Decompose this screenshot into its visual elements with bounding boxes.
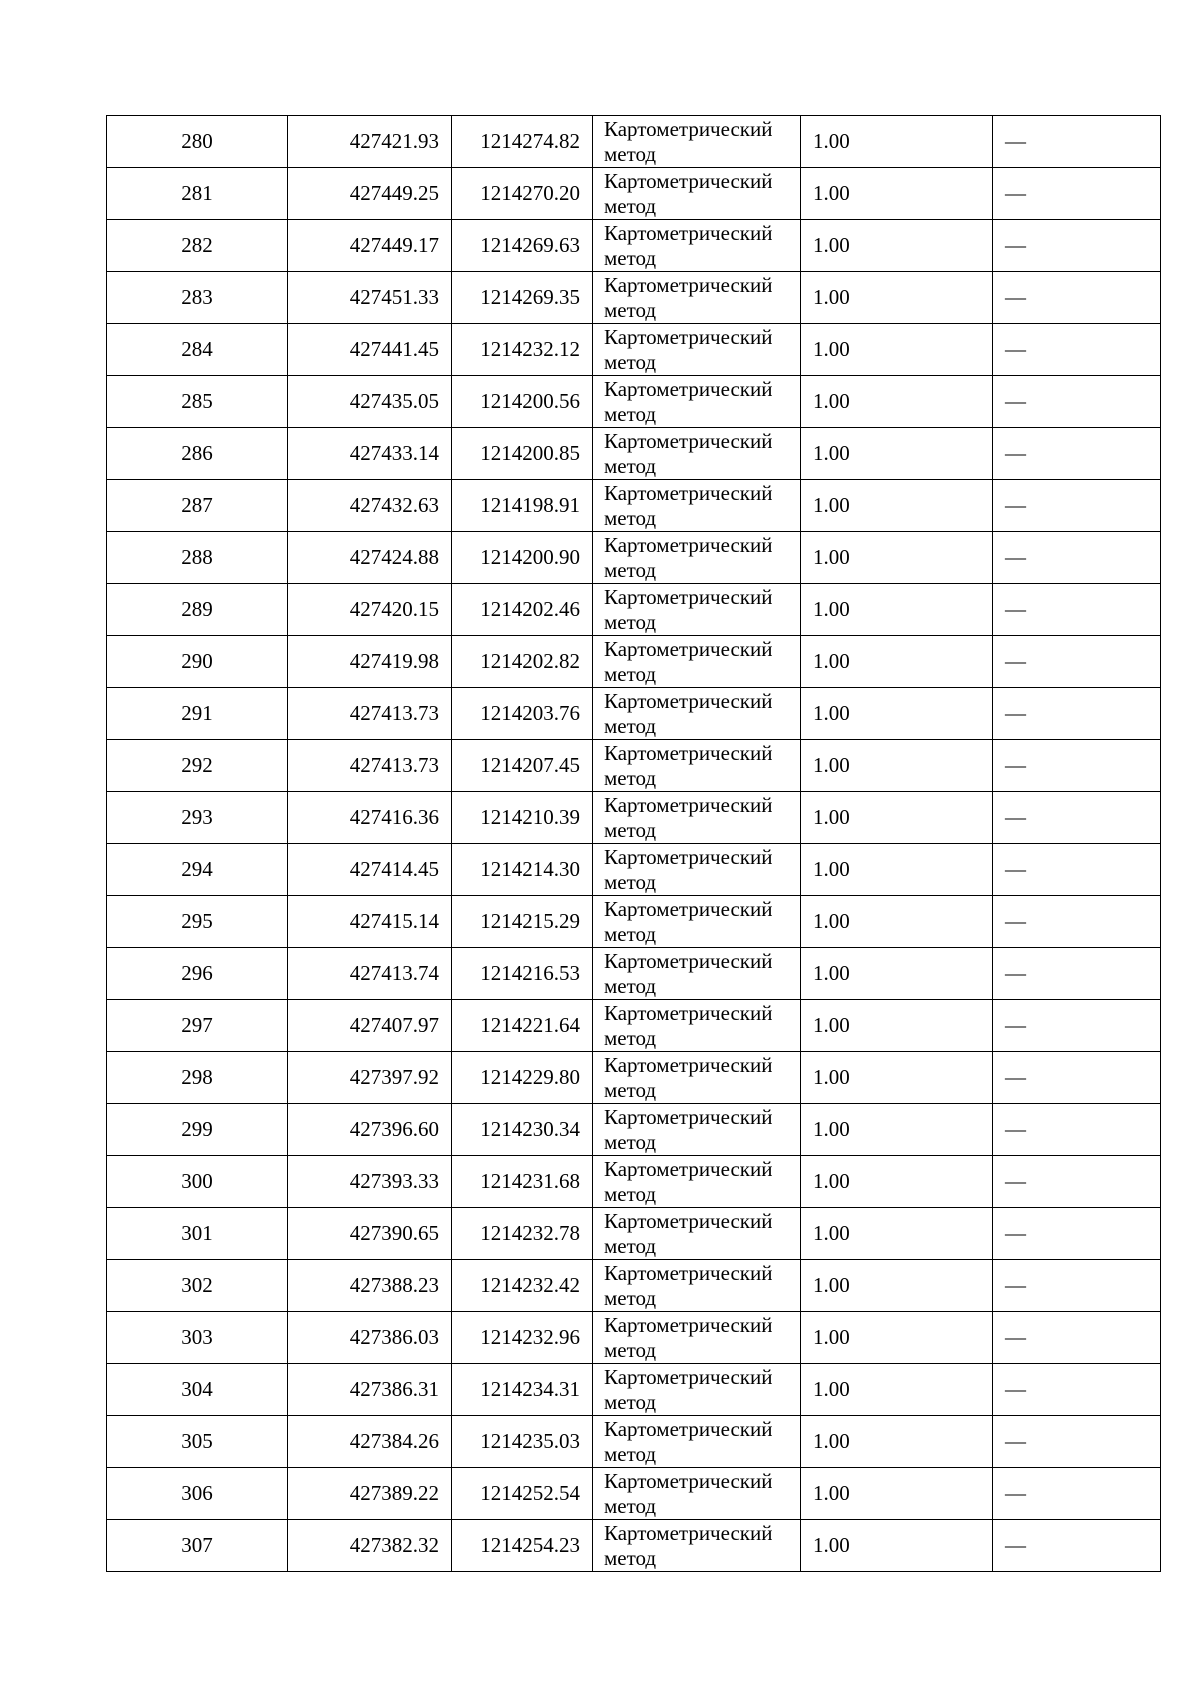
method-cell bbox=[593, 1260, 801, 1312]
description-cell: — bbox=[993, 532, 1161, 584]
accuracy-cell: 1.00 bbox=[801, 1416, 993, 1468]
table-row bbox=[107, 480, 1161, 532]
x-coordinate-cell: 427386.03 bbox=[288, 1312, 452, 1364]
description-cell: — bbox=[993, 636, 1161, 688]
x-coordinate-cell: 427389.22 bbox=[288, 1468, 452, 1520]
method-cell bbox=[593, 1156, 801, 1208]
y-coordinate-cell: 1214234.31 bbox=[452, 1364, 593, 1416]
x-coordinate-cell: 427388.23 bbox=[288, 1260, 452, 1312]
y-coordinate-cell: 1214216.53 bbox=[452, 948, 593, 1000]
description-cell: — bbox=[993, 272, 1161, 324]
method-text-line: Картометрический bbox=[604, 1104, 773, 1129]
point-number-cell: 281 bbox=[107, 168, 288, 220]
description-cell: — bbox=[993, 1156, 1161, 1208]
table-row bbox=[107, 844, 1161, 896]
accuracy-cell: 1.00 bbox=[801, 1208, 993, 1260]
method-text-line: метод bbox=[604, 1285, 657, 1310]
accuracy-cell: 1.00 bbox=[801, 116, 993, 168]
point-number-cell: 287 bbox=[107, 480, 288, 532]
table-row bbox=[107, 1104, 1161, 1156]
y-coordinate-cell: 1214274.82 bbox=[452, 116, 593, 168]
accuracy-cell: 1.00 bbox=[801, 792, 993, 844]
description-cell: — bbox=[993, 116, 1161, 168]
method-text-line: Картометрический bbox=[604, 1208, 773, 1233]
table-row bbox=[107, 1000, 1161, 1052]
method-text-line: метод bbox=[604, 557, 657, 582]
description-cell: — bbox=[993, 844, 1161, 896]
method-text-line: метод bbox=[604, 765, 657, 790]
y-coordinate-cell: 1214200.56 bbox=[452, 376, 593, 428]
description-cell: — bbox=[993, 324, 1161, 376]
table-row bbox=[107, 1156, 1161, 1208]
point-number-cell: 300 bbox=[107, 1156, 288, 1208]
method-text-line: Картометрический bbox=[604, 948, 773, 973]
table-row bbox=[107, 1416, 1161, 1468]
x-coordinate-cell: 427413.73 bbox=[288, 688, 452, 740]
point-number-cell: 297 bbox=[107, 1000, 288, 1052]
accuracy-cell: 1.00 bbox=[801, 1468, 993, 1520]
method-text-line: Картометрический bbox=[604, 844, 773, 869]
point-number-cell: 303 bbox=[107, 1312, 288, 1364]
method-text-line: Картометрический bbox=[604, 376, 773, 401]
method-text-line: Картометрический bbox=[604, 740, 773, 765]
method-text-line: метод bbox=[604, 1493, 657, 1518]
y-coordinate-cell: 1214200.85 bbox=[452, 428, 593, 480]
x-coordinate-cell: 427413.73 bbox=[288, 740, 452, 792]
coordinates-table-body bbox=[107, 116, 1161, 1572]
description-cell: — bbox=[993, 1052, 1161, 1104]
method-text-line: метод bbox=[604, 453, 657, 478]
method-cell bbox=[593, 584, 801, 636]
accuracy-cell: 1.00 bbox=[801, 480, 993, 532]
method-cell bbox=[593, 1208, 801, 1260]
table-row bbox=[107, 532, 1161, 584]
x-coordinate-cell: 427390.65 bbox=[288, 1208, 452, 1260]
method-cell bbox=[593, 1104, 801, 1156]
method-text-line: метод bbox=[604, 245, 657, 270]
point-number-cell: 302 bbox=[107, 1260, 288, 1312]
table-row bbox=[107, 1052, 1161, 1104]
table-row bbox=[107, 1208, 1161, 1260]
description-cell: — bbox=[993, 948, 1161, 1000]
point-number-cell: 293 bbox=[107, 792, 288, 844]
description-cell: — bbox=[993, 1260, 1161, 1312]
method-text-line: метод bbox=[604, 1025, 657, 1050]
x-coordinate-cell: 427414.45 bbox=[288, 844, 452, 896]
y-coordinate-cell: 1214232.42 bbox=[452, 1260, 593, 1312]
x-coordinate-cell: 427416.36 bbox=[288, 792, 452, 844]
x-coordinate-cell: 427420.15 bbox=[288, 584, 452, 636]
description-cell: — bbox=[993, 1000, 1161, 1052]
point-number-cell: 285 bbox=[107, 376, 288, 428]
point-number-cell: 292 bbox=[107, 740, 288, 792]
table-row bbox=[107, 376, 1161, 428]
method-text-line: Картометрический bbox=[604, 220, 773, 245]
table-row bbox=[107, 740, 1161, 792]
x-coordinate-cell: 427424.88 bbox=[288, 532, 452, 584]
method-text-line: Картометрический bbox=[604, 688, 773, 713]
accuracy-cell: 1.00 bbox=[801, 1156, 993, 1208]
accuracy-cell: 1.00 bbox=[801, 584, 993, 636]
x-coordinate-cell: 427407.97 bbox=[288, 1000, 452, 1052]
table-row bbox=[107, 428, 1161, 480]
method-text-line: Картометрический bbox=[604, 324, 773, 349]
y-coordinate-cell: 1214270.20 bbox=[452, 168, 593, 220]
point-number-cell: 306 bbox=[107, 1468, 288, 1520]
y-coordinate-cell: 1214229.80 bbox=[452, 1052, 593, 1104]
method-text-line: метод bbox=[604, 1337, 657, 1362]
point-number-cell: 280 bbox=[107, 116, 288, 168]
method-text-line: метод bbox=[604, 401, 657, 426]
x-coordinate-cell: 427386.31 bbox=[288, 1364, 452, 1416]
y-coordinate-cell: 1214221.64 bbox=[452, 1000, 593, 1052]
x-coordinate-cell: 427384.26 bbox=[288, 1416, 452, 1468]
table-row bbox=[107, 1520, 1161, 1572]
y-coordinate-cell: 1214252.54 bbox=[452, 1468, 593, 1520]
point-number-cell: 305 bbox=[107, 1416, 288, 1468]
method-text-line: Картометрический bbox=[604, 532, 773, 557]
point-number-cell: 291 bbox=[107, 688, 288, 740]
description-cell: — bbox=[993, 688, 1161, 740]
method-cell bbox=[593, 1416, 801, 1468]
description-cell: — bbox=[993, 1312, 1161, 1364]
table-row bbox=[107, 636, 1161, 688]
accuracy-cell: 1.00 bbox=[801, 1000, 993, 1052]
accuracy-cell: 1.00 bbox=[801, 1520, 993, 1572]
method-text-line: метод bbox=[604, 869, 657, 894]
x-coordinate-cell: 427451.33 bbox=[288, 272, 452, 324]
description-cell: — bbox=[993, 1364, 1161, 1416]
description-cell: — bbox=[993, 376, 1161, 428]
table-row bbox=[107, 168, 1161, 220]
accuracy-cell: 1.00 bbox=[801, 428, 993, 480]
accuracy-cell: 1.00 bbox=[801, 272, 993, 324]
method-cell bbox=[593, 896, 801, 948]
y-coordinate-cell: 1214235.03 bbox=[452, 1416, 593, 1468]
method-text-line: метод bbox=[604, 349, 657, 374]
method-text-line: Картометрический bbox=[604, 636, 773, 661]
accuracy-cell: 1.00 bbox=[801, 740, 993, 792]
accuracy-cell: 1.00 bbox=[801, 1052, 993, 1104]
x-coordinate-cell: 427397.92 bbox=[288, 1052, 452, 1104]
table-row bbox=[107, 688, 1161, 740]
method-cell bbox=[593, 168, 801, 220]
method-text-line: метод bbox=[604, 921, 657, 946]
x-coordinate-cell: 427435.05 bbox=[288, 376, 452, 428]
method-text-line: Картометрический bbox=[604, 116, 773, 141]
method-text-line: метод bbox=[604, 661, 657, 686]
method-cell bbox=[593, 220, 801, 272]
x-coordinate-cell: 427396.60 bbox=[288, 1104, 452, 1156]
table-row bbox=[107, 896, 1161, 948]
x-coordinate-cell: 427415.14 bbox=[288, 896, 452, 948]
x-coordinate-cell: 427413.74 bbox=[288, 948, 452, 1000]
method-text-line: Картометрический bbox=[604, 792, 773, 817]
method-text-line: метод bbox=[604, 817, 657, 842]
method-cell bbox=[593, 480, 801, 532]
y-coordinate-cell: 1214202.82 bbox=[452, 636, 593, 688]
point-number-cell: 288 bbox=[107, 532, 288, 584]
method-text-line: метод bbox=[604, 1441, 657, 1466]
accuracy-cell: 1.00 bbox=[801, 896, 993, 948]
description-cell: — bbox=[993, 480, 1161, 532]
accuracy-cell: 1.00 bbox=[801, 1364, 993, 1416]
y-coordinate-cell: 1214210.39 bbox=[452, 792, 593, 844]
method-text-line: метод bbox=[604, 193, 657, 218]
table-row bbox=[107, 948, 1161, 1000]
y-coordinate-cell: 1214269.35 bbox=[452, 272, 593, 324]
x-coordinate-cell: 427449.17 bbox=[288, 220, 452, 272]
description-cell: — bbox=[993, 584, 1161, 636]
table-row bbox=[107, 1312, 1161, 1364]
description-cell: — bbox=[993, 792, 1161, 844]
method-text-line: Картометрический bbox=[604, 1156, 773, 1181]
y-coordinate-cell: 1214214.30 bbox=[452, 844, 593, 896]
point-number-cell: 295 bbox=[107, 896, 288, 948]
table-row bbox=[107, 1364, 1161, 1416]
y-coordinate-cell: 1214231.68 bbox=[452, 1156, 593, 1208]
point-number-cell: 296 bbox=[107, 948, 288, 1000]
description-cell: — bbox=[993, 1416, 1161, 1468]
point-number-cell: 286 bbox=[107, 428, 288, 480]
method-text-line: Картометрический bbox=[604, 1520, 773, 1545]
method-text-line: Картометрический bbox=[604, 1416, 773, 1441]
method-text-line: метод bbox=[604, 297, 657, 322]
method-text-line: Картометрический bbox=[604, 896, 773, 921]
method-text-line: метод bbox=[604, 141, 657, 166]
y-coordinate-cell: 1214232.12 bbox=[452, 324, 593, 376]
description-cell: — bbox=[993, 1468, 1161, 1520]
method-cell bbox=[593, 272, 801, 324]
method-text-line: метод bbox=[604, 1129, 657, 1154]
y-coordinate-cell: 1214207.45 bbox=[452, 740, 593, 792]
point-number-cell: 282 bbox=[107, 220, 288, 272]
table-row bbox=[107, 1260, 1161, 1312]
accuracy-cell: 1.00 bbox=[801, 1312, 993, 1364]
method-text-line: Картометрический bbox=[604, 480, 773, 505]
method-cell bbox=[593, 740, 801, 792]
method-cell bbox=[593, 1312, 801, 1364]
x-coordinate-cell: 427433.14 bbox=[288, 428, 452, 480]
method-text-line: Картометрический bbox=[604, 1052, 773, 1077]
method-cell bbox=[593, 376, 801, 428]
x-coordinate-cell: 427432.63 bbox=[288, 480, 452, 532]
description-cell: — bbox=[993, 740, 1161, 792]
method-text-line: Картометрический bbox=[604, 584, 773, 609]
method-cell bbox=[593, 1520, 801, 1572]
point-number-cell: 299 bbox=[107, 1104, 288, 1156]
method-cell bbox=[593, 1364, 801, 1416]
accuracy-cell: 1.00 bbox=[801, 844, 993, 896]
description-cell: — bbox=[993, 168, 1161, 220]
description-cell: — bbox=[993, 428, 1161, 480]
point-number-cell: 283 bbox=[107, 272, 288, 324]
method-text-line: метод bbox=[604, 1077, 657, 1102]
method-text-line: метод bbox=[604, 1545, 657, 1570]
table-row bbox=[107, 1468, 1161, 1520]
accuracy-cell: 1.00 bbox=[801, 688, 993, 740]
table-row bbox=[107, 220, 1161, 272]
y-coordinate-cell: 1214198.91 bbox=[452, 480, 593, 532]
y-coordinate-cell: 1214200.90 bbox=[452, 532, 593, 584]
method-text-line: метод bbox=[604, 505, 657, 530]
coordinates-table bbox=[106, 115, 1161, 1572]
table-row bbox=[107, 584, 1161, 636]
y-coordinate-cell: 1214232.96 bbox=[452, 1312, 593, 1364]
method-cell bbox=[593, 1000, 801, 1052]
y-coordinate-cell: 1214203.76 bbox=[452, 688, 593, 740]
method-text-line: метод bbox=[604, 973, 657, 998]
description-cell: — bbox=[993, 1208, 1161, 1260]
point-number-cell: 294 bbox=[107, 844, 288, 896]
description-cell: — bbox=[993, 1520, 1161, 1572]
y-coordinate-cell: 1214254.23 bbox=[452, 1520, 593, 1572]
table-row bbox=[107, 792, 1161, 844]
method-text-line: Картометрический bbox=[604, 1364, 773, 1389]
accuracy-cell: 1.00 bbox=[801, 1260, 993, 1312]
x-coordinate-cell: 427382.32 bbox=[288, 1520, 452, 1572]
table-row bbox=[107, 272, 1161, 324]
method-cell bbox=[593, 428, 801, 480]
method-text-line: Картометрический bbox=[604, 1312, 773, 1337]
method-text-line: Картометрический bbox=[604, 272, 773, 297]
method-text-line: Картометрический bbox=[604, 1468, 773, 1493]
method-text-line: метод bbox=[604, 1389, 657, 1414]
point-number-cell: 301 bbox=[107, 1208, 288, 1260]
y-coordinate-cell: 1214215.29 bbox=[452, 896, 593, 948]
description-cell: — bbox=[993, 220, 1161, 272]
accuracy-cell: 1.00 bbox=[801, 948, 993, 1000]
y-coordinate-cell: 1214202.46 bbox=[452, 584, 593, 636]
method-text-line: метод bbox=[604, 1181, 657, 1206]
method-cell bbox=[593, 688, 801, 740]
method-text-line: Картометрический bbox=[604, 1260, 773, 1285]
method-cell bbox=[593, 792, 801, 844]
accuracy-cell: 1.00 bbox=[801, 636, 993, 688]
method-text-line: метод bbox=[604, 1233, 657, 1258]
method-text-line: метод bbox=[604, 713, 657, 738]
method-cell bbox=[593, 324, 801, 376]
method-text-line: метод bbox=[604, 609, 657, 634]
accuracy-cell: 1.00 bbox=[801, 168, 993, 220]
description-cell: — bbox=[993, 1104, 1161, 1156]
x-coordinate-cell: 427421.93 bbox=[288, 116, 452, 168]
method-text-line: Картометрический bbox=[604, 1000, 773, 1025]
x-coordinate-cell: 427419.98 bbox=[288, 636, 452, 688]
point-number-cell: 289 bbox=[107, 584, 288, 636]
x-coordinate-cell: 427393.33 bbox=[288, 1156, 452, 1208]
point-number-cell: 290 bbox=[107, 636, 288, 688]
point-number-cell: 298 bbox=[107, 1052, 288, 1104]
table-row bbox=[107, 116, 1161, 168]
accuracy-cell: 1.00 bbox=[801, 220, 993, 272]
method-cell bbox=[593, 1468, 801, 1520]
y-coordinate-cell: 1214269.63 bbox=[452, 220, 593, 272]
accuracy-cell: 1.00 bbox=[801, 532, 993, 584]
method-text-line: Картометрический bbox=[604, 168, 773, 193]
x-coordinate-cell: 427449.25 bbox=[288, 168, 452, 220]
y-coordinate-cell: 1214230.34 bbox=[452, 1104, 593, 1156]
accuracy-cell: 1.00 bbox=[801, 376, 993, 428]
method-cell bbox=[593, 844, 801, 896]
table-row bbox=[107, 324, 1161, 376]
point-number-cell: 284 bbox=[107, 324, 288, 376]
x-coordinate-cell: 427441.45 bbox=[288, 324, 452, 376]
point-number-cell: 304 bbox=[107, 1364, 288, 1416]
y-coordinate-cell: 1214232.78 bbox=[452, 1208, 593, 1260]
method-cell bbox=[593, 636, 801, 688]
method-cell bbox=[593, 532, 801, 584]
accuracy-cell: 1.00 bbox=[801, 1104, 993, 1156]
point-number-cell: 307 bbox=[107, 1520, 288, 1572]
method-cell bbox=[593, 948, 801, 1000]
method-cell bbox=[593, 1052, 801, 1104]
accuracy-cell: 1.00 bbox=[801, 324, 993, 376]
method-cell bbox=[593, 116, 801, 168]
description-cell: — bbox=[993, 896, 1161, 948]
method-text-line: Картометрический bbox=[604, 428, 773, 453]
